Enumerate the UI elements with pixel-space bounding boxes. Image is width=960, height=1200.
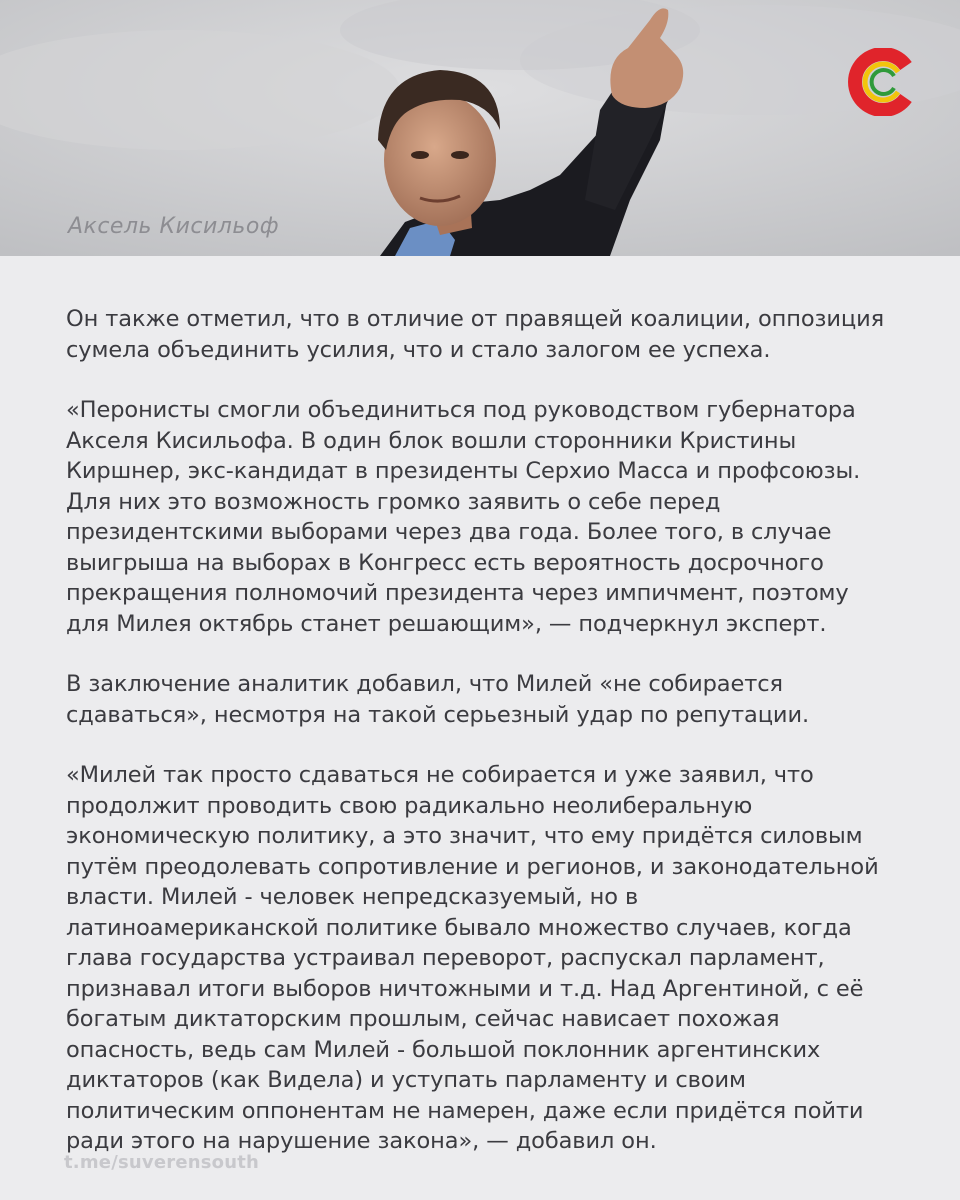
quote-paragraph: «Милей так просто сдаваться не собирается и уже заявил, что продолжит проводить свою радикально неолиберальную экономическую политику, а это значит, что ему придётся силовым путём преодолевать сопротивление и регионов, и законодательной власти. Милей - человек непредсказуемый, но в латиноамериканской политике бывало множество случаев, когда глава государства устраивал переворот, распускал парламент, признавал итоги выборов ничтожными и т.д. Над Аргентиной, с её богатым диктаторским прошлым, сейчас нависает похожая опасность, ведь сам Милей - большой поклонник аргентинских диктаторов (как Видела) и уступать парламенту и своим политическим оппонентам не намерен, даже если придётся пойти ради этого на нарушение закона», — добавил он. <box>66 762 879 1154</box>
article-body <box>66 304 926 1187</box>
channel-link[interactable]: t.me/suverensouth <box>64 1152 260 1173</box>
paragraph: Он также отметил, что в отличие от правящей коалиции, оппозиция сумела объединить усилия, что и стало залогом ее успеха. <box>66 306 885 363</box>
paragraph: В заключение аналитик добавил, что Милей «не собирается сдаваться», несмотря на такой серьезный удар по репутации. <box>66 671 810 728</box>
photo-caption: Аксель Кисильоф <box>68 214 280 239</box>
channel-logo-icon <box>848 48 916 116</box>
quote-paragraph: «Перонисты смогли объединиться под руководством губернатора Акселя Кисильофа. В один блок вошли сторонники Кристины Киршнер, экс-кандидат в президенты Серхио Масса и профсоюзы. Для них это возможность громко заявить о себе перед президентскими выборами через два года. Более того, в случае выигрыша на выборах в Конгресс есть вероятность досрочного прекращения полномочий президента через импичмент, поэтому для Милея октябрь станет решающим», — подчеркнул эксперт. <box>66 397 861 637</box>
header-photo <box>0 0 960 256</box>
